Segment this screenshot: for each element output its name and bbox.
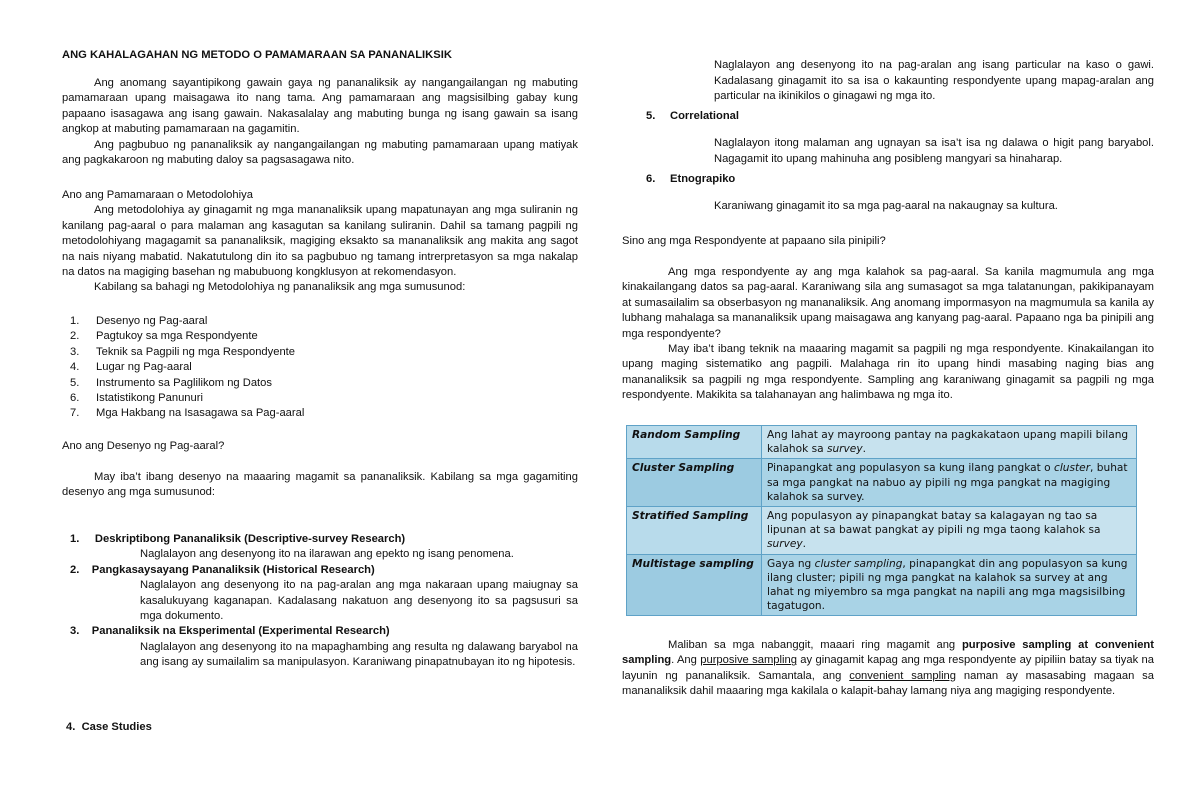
sampling-term: Cluster Sampling	[627, 459, 762, 507]
metodolohiya-parts-list	[62, 314, 578, 422]
design-item-descriptive: 1. Deskriptibong Pananaliksik (Descriptive-survey Research) Naglalayon ang desenyong ito na ilarawan ang epekto ng isang penomena.	[70, 533, 514, 561]
sampling-table	[626, 425, 1137, 616]
list-item: 4. Lugar ng Pag-aaral	[70, 361, 192, 374]
respondyente-paragraph-2: May iba’t ibang teknik na maaaring magamit sa pagpili ng mga respondyente. Kinakailangan ito upang maging sistematiko ang pagpili. Malahaga rin ito upang hindi masabing naging bias ang mananaliksik sa pagpili ng mga respondyente. Sampling ang karaniwang ginagamit sa pagpili ng mga respondyente. Makikita sa talahanayan ang halimbawa ng mga ito.	[622, 343, 1154, 402]
design-item-historical: 2. Pangkasaysayang Pananaliksik (Historical Research) Naglalayon ang desenyong ito na pag-aralan ang mga nakaraan upang maiugnay sa kasalukuyang kaganapan. Kadalasang nakatuon ang desenyong ito sa pagsusuri sa mga dokumento.	[70, 563, 578, 623]
design-item-experimental: 3. Pananaliksik na Eksperimental (Experimental Research) Naglalayon ang desenyong ito na mapaghambing ang resulta ng dalawang baryabol na ang isang ay sumailalim sa manipulasyon. Karaniwang pinapatnubayan ito ng hipotesis.	[70, 625, 578, 669]
table-row	[627, 426, 1137, 459]
respondyente-section	[622, 265, 1154, 404]
case-studies-description: Naglalayon ang desenyong ito na pag-aralan ang isang particular na kaso o gawi. Kadalasang ginagamit ito sa isa o kakaunting respondyente upang mapag-aralan ang particular na ikinikilos o ginagawi ng mga ito.	[714, 59, 1154, 102]
metodolohiya-paragraph-1: Ang metodolohiya ay ginagamit ng mga mananaliksik upang mapatunayan ang mga suliranin ng kanilang pag-aaral o para malaman ang kasagutan sa kanilang suliranin. Dahil sa tamang pagpili ng metodolohiyang magagamit sa pananaliksik, magiging eksakto sa mananaliksik ang makita ang sagot na nais niyang mabatid. Nakatutulong din ito sa pagbubuo ng tamang intrerpretasyon sa mga nakalap na datos na magiging basehan ng mabubuong kongklusyon at rekomendasyon.	[62, 204, 578, 279]
heading-desenyo: Ano ang Desenyo ng Pag-aaral?	[62, 440, 225, 452]
metodolohiya-section	[62, 188, 578, 296]
sampling-description: Pinapangkat ang populasyon sa kung ilang pangkat o cluster, buhat sa mga pangkat na nabuo ay pipili ng mga pangkat na magiging kalahok sa survey.	[762, 459, 1137, 507]
correlational-description: Naglalayon itong malaman ang ugnayan sa isa’t isa ng dalawa o higit pang baryabol. Nagagamit ito upang mahinuha ang posibleng mangyari sa hinaharap.	[714, 137, 1154, 165]
heading-respondyente: Sino ang mga Respondyente at papaano sila pinipili?	[622, 235, 886, 247]
intro-paragraph-2: Ang pagbubuo ng pananaliksik ay nangangailangan ng mabuting pamamaraan upang matiyak ang pagkakaroon ng mabuting daloy sa pagsasagawa nito.	[62, 138, 578, 167]
sampling-term: Multistage sampling	[627, 554, 762, 616]
design-item-case-studies: 4. Case Studies	[66, 721, 152, 733]
document-title: ANG KAHALAGAHAN NG METODO O PAMAMARAAN SA PANANALIKSIK	[62, 49, 452, 61]
table-row	[627, 507, 1137, 555]
closing-paragraph: Maliban sa mga nabanggit, maaari ring magamit ang purposive sampling at convenient sampling. Ang purposive sampling ay ginagamit kapag ang mga respondyente ay pipiliin batay sa tiyak na layunin ng pananaliksik. Samantala, ang convenient sampling naman ay masasabing magaan sa mananaliksik dahil maaaring mga kakilala o kalapit-bahay lamang niya ang magiging respondyente.	[622, 639, 1154, 698]
sampling-description: Gaya ng cluster sampling, pinapangkat din ang populasyon sa kung ilang cluster; pipili ng mga pangkat na kalahok sa survey at ang lahat ng miyembro sa mga pangkat na napili ang mga magsisilbing tagatugon.	[762, 554, 1137, 616]
list-item: 5. Instrumento sa Paglilikom ng Datos	[70, 376, 272, 389]
list-item: 7. Mga Hakbang na Isasagawa sa Pag-aaral	[70, 407, 305, 420]
desenyo-intro: May iba’t ibang desenyo na maaaring magamit sa pananaliksik. Kabilang sa mga gagamiting desenyo ang mga sumusunod:	[62, 471, 578, 499]
intro-paragraph-1: Ang anomang sayantipikong gawain gaya ng pananaliksik ay nangangailangan ng mabuting pamamaraan upang maisagawa ito nang tama. Ang pamamaraan ang magsisilbing gabay kung papaano isasagawa ang isang gawain. Nakasalalay ang mabuting bunga ng isang gawain sa isang angkop at mabuting pamamaraan na gagamitin.	[62, 77, 578, 136]
list-item: 6. Istatistikong Panunuri	[70, 392, 203, 405]
table-row	[627, 554, 1137, 616]
sampling-term: Stratified Sampling	[627, 507, 762, 555]
sampling-description: Ang populasyon ay pinapangkat batay sa kalagayan ng tao sa lipunan at sa bawat pangkat ay pipili ng mga taong kalahok sa survey.	[762, 507, 1137, 555]
heading-metodolohiya: Ano ang Pamamaraan o Metodolohiya	[62, 189, 253, 201]
metodolohiya-paragraph-2: Kabilang sa bahagi ng Metodolohiya ng pananaliksik ang mga sumusunod:	[94, 281, 466, 294]
design-list	[62, 532, 578, 671]
list-item: 2. Pagtukoy sa mga Respondyente	[70, 330, 258, 343]
list-item: 3. Teknik sa Pagpili ng mga Respondyente	[70, 345, 296, 358]
list-item: 1. Desenyo ng Pag-aaral	[70, 315, 208, 327]
respondyente-paragraph-1: Ang mga respondyente ay ang mga kalahok sa pag-aaral. Sa kanila magmumula ang mga kinakailangang datos sa pag-aaral. Karaniwang sila ang sumasagot sa mga talatanungan, pakikipanayam at sumasailalim sa obserbasyon ng mananaliksik. Ang anomang impormasyon na magmumula sa kanila ay lubhang mahalaga sa mananaliksik upang maisagawa ang kanyang pag-aaral. Papaano nga ba pinipili ang mga respondyente?	[622, 266, 1154, 340]
purposive-sampling-term: purposive sampling	[700, 654, 797, 667]
convenient-sampling-term: convenient sampling	[849, 669, 956, 682]
table-row	[627, 459, 1137, 507]
sampling-description: Ang lahat ay mayroong pantay na pagkakataon upang mapili bilang kalahok sa survey.	[762, 426, 1137, 459]
intro-section	[62, 76, 578, 168]
etnograpiko-description: Karaniwang ginagamit ito sa mga pag-aaral na nakaugnay sa kultura.	[714, 200, 1058, 213]
sampling-term: Random Sampling	[627, 426, 762, 459]
